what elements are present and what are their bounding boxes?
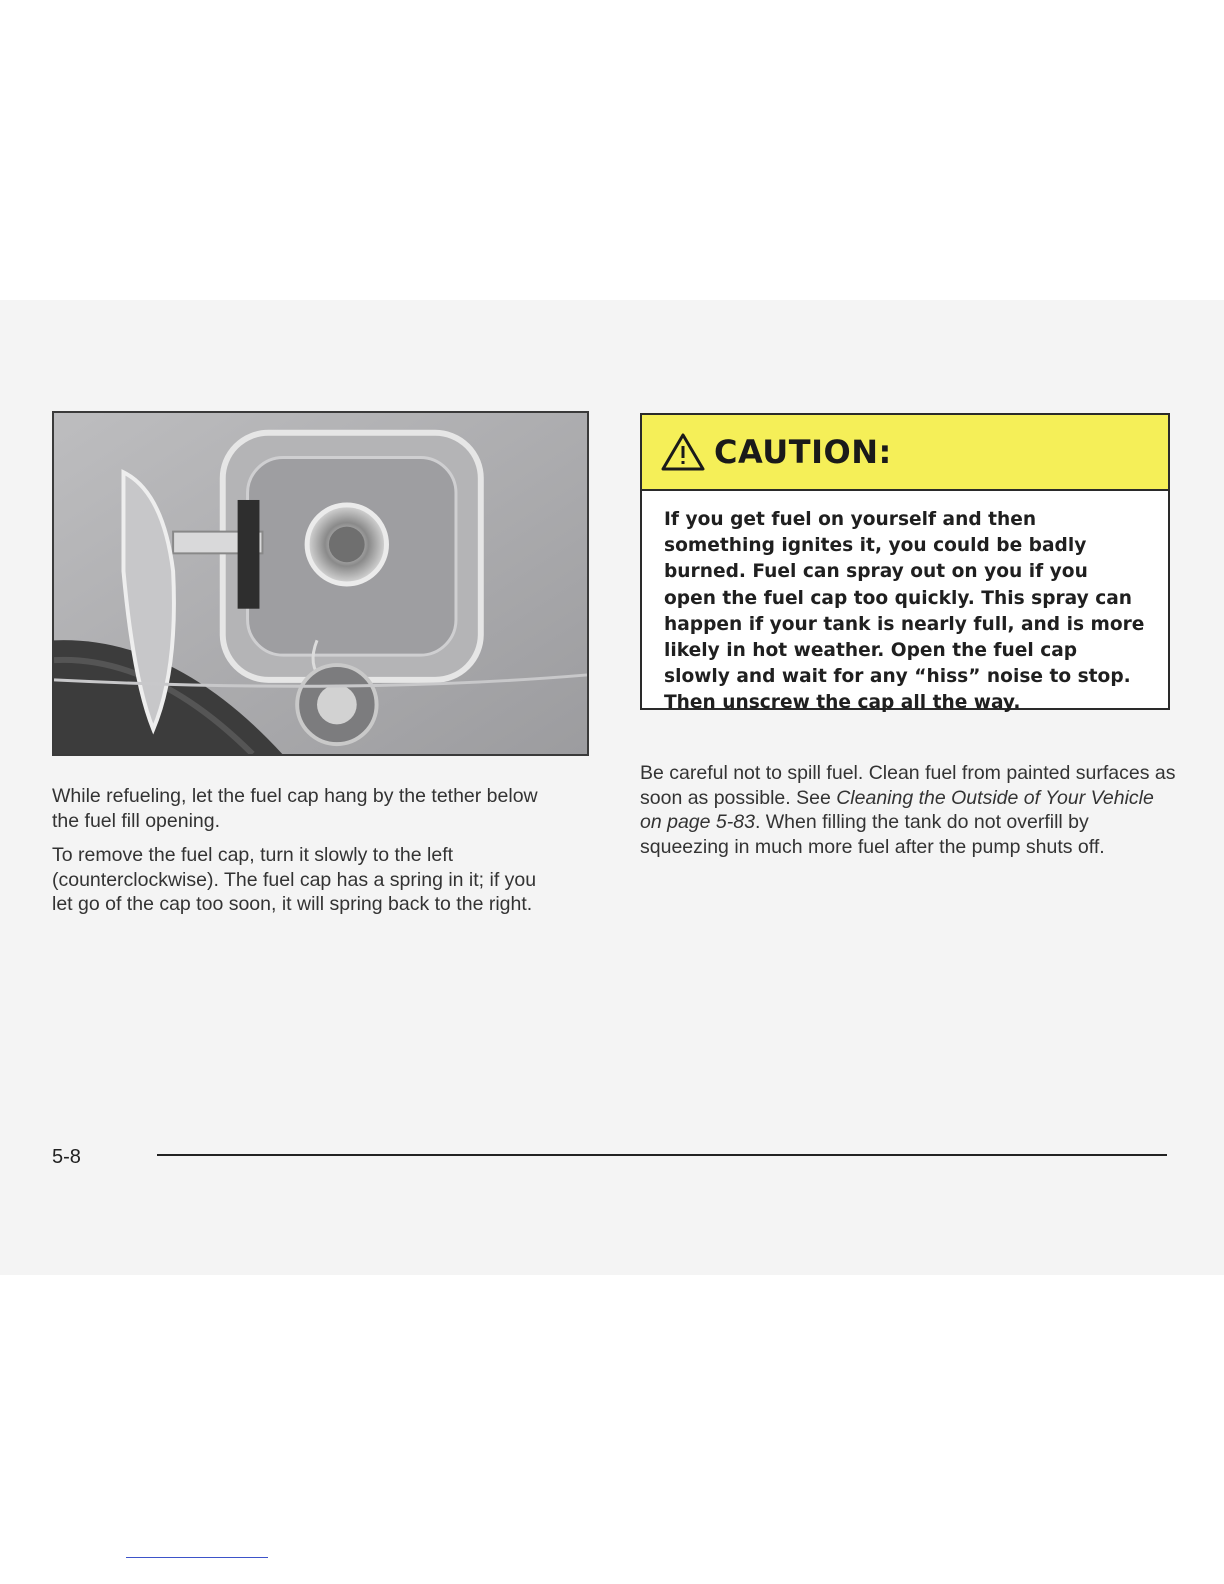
link-underline <box>126 1557 268 1558</box>
caution-text: If you get fuel on yourself and then something ignites it, you could be badly burned. Fuel can spray out on you if you open the fuel cap too quickly. This spray can happen if your tank is nearly full, and is more likely in hot weather. Open the fuel cap slowly and wait for any “hiss” noise to stop. Then unscrew the cap all the way. <box>664 509 1145 714</box>
caution-title: CAUTION: <box>714 433 892 471</box>
spill-paragraph <box>640 761 1180 859</box>
refueling-paragraph <box>52 784 562 833</box>
spill-text-start: Be careful not to spill fuel. Clean fuel from painted surfaces as soon as possible. See <box>640 762 1176 809</box>
caution-box <box>640 413 1170 714</box>
cleaning-reference-link[interactable]: Cleaning the Outside of Your Vehicle on page 5-83 <box>640 786 1154 833</box>
spill-text-end: . When filling the tank do not overfill by squeezing in much more fuel after the pump shuts off. <box>640 811 1105 858</box>
remove-cap-paragraph <box>52 843 562 917</box>
page-number: 5-8 <box>52 1146 81 1168</box>
footer-rule <box>157 1154 1167 1156</box>
warning-triangle-icon <box>660 432 706 472</box>
fuel-door-photo <box>52 411 589 756</box>
spill-text <box>640 761 1180 859</box>
caution-header <box>642 415 1168 491</box>
remove-cap-text: To remove the fuel cap, turn it slowly to the left (counterclockwise). The fuel cap has a spring in it; if you let go of the cap too soon, it will spring back to the right. <box>52 844 537 915</box>
refueling-text: While refueling, let the fuel cap hang by the tether below the fuel fill opening. <box>52 785 538 832</box>
